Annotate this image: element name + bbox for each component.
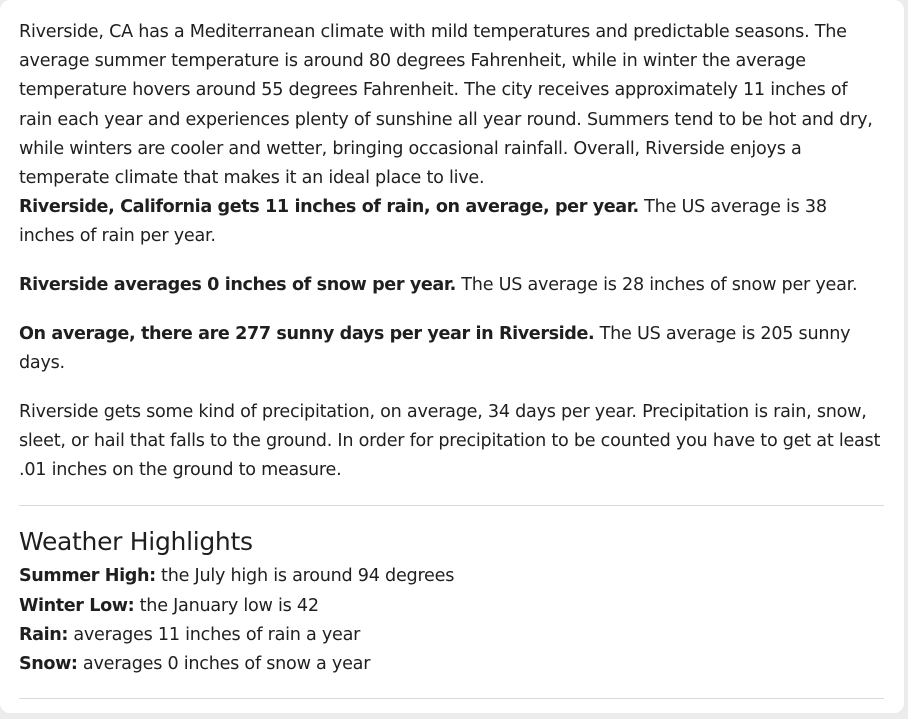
sun-paragraph <box>19 320 884 378</box>
highlight-label: Snow: <box>19 653 78 674</box>
highlight-snow <box>19 650 884 679</box>
sun-comparison: The US average is 205 sunny days. <box>19 323 851 374</box>
rain-headline: Riverside, California gets 11 inches of rain, on average, per year. <box>19 197 639 218</box>
highlight-label: Rain: <box>19 624 69 645</box>
snow-headline: Riverside averages 0 inches of snow per year. <box>19 275 456 296</box>
highlight-label: Winter Low: <box>19 595 135 616</box>
highlight-text: the January low is 42 <box>134 595 319 616</box>
rain-comparison: The US average is 38 inches of rain per year. <box>19 197 827 247</box>
snow-paragraph <box>19 271 884 300</box>
highlight-label: Summer High: <box>19 566 156 587</box>
bottom-divider <box>19 698 884 699</box>
highlight-summer-high <box>19 562 884 591</box>
intro-paragraph: Riverside, CA has a Mediterranean climate with mild temperatures and predictable seasons. The average summer temperature is around 80 degrees Fahrenheit, while in winter the average temperature hovers around 55 degrees Fahrenheit. The city receives approximately 11 inches of rain each year and experiences plenty of sunshine all year round. Summers tend to be hot and dry, while winters are cooler and wetter, bringing occasional rainfall. Overall, Riverside enjoys a temperate climate that makes it an ideal place to live. <box>19 22 873 189</box>
snow-comparison: The US average is 28 inches of snow per year. <box>455 275 858 296</box>
precipitation-paragraph: Riverside gets some kind of precipitation, on average, 34 days per year. Precipitation is rain, snow, sleet, or hail that falls to the ground. In order for precipitation to be counted you have to get at least .01 inches on the ground to measure. <box>19 401 881 481</box>
highlight-rain <box>19 621 884 650</box>
rain-paragraph <box>19 193 884 251</box>
highlight-text: averages 11 inches of rain a year <box>68 624 361 645</box>
highlight-text: the July high is around 94 degrees <box>155 566 455 587</box>
highlights-list <box>19 562 884 679</box>
highlight-winter-low <box>19 592 884 621</box>
highlights-title: Weather Highlights <box>19 527 253 557</box>
sun-headline: On average, there are 277 sunny days per year in Riverside. <box>19 323 595 344</box>
highlight-text: averages 0 inches of snow a year <box>77 653 371 674</box>
